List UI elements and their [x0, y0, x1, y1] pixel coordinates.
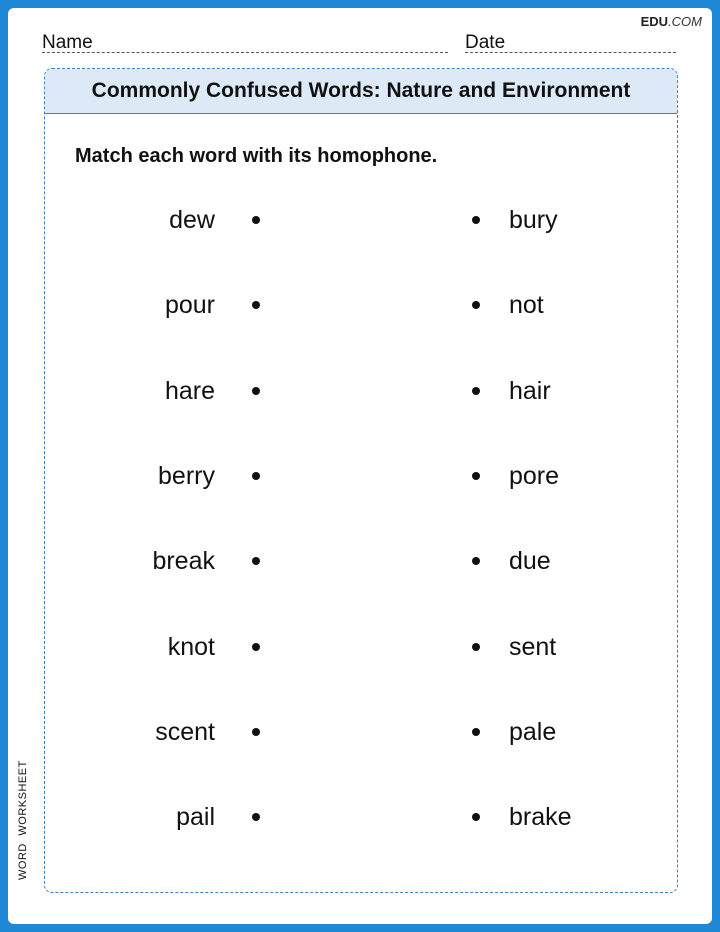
date-label: Date	[465, 32, 506, 53]
match-row	[45, 200, 677, 240]
worksheet-page	[8, 8, 712, 924]
name-label: Name	[42, 32, 93, 53]
left-word: hare	[164, 376, 215, 405]
left-word: knot	[167, 632, 215, 661]
right-dot[interactable]	[472, 216, 480, 224]
brand-logo	[641, 14, 702, 29]
right-word: pore	[509, 461, 560, 490]
right-word: sent	[509, 632, 557, 661]
brand-logo-rest: .COM	[668, 14, 702, 29]
right-word: pale	[509, 717, 557, 746]
right-word: due	[509, 547, 551, 576]
name-line	[42, 52, 448, 53]
right-word: not	[509, 291, 544, 320]
left-dot[interactable]	[252, 301, 260, 309]
match-row	[45, 627, 677, 667]
right-word: bury	[509, 206, 558, 234]
left-word: berry	[158, 461, 215, 490]
left-dot[interactable]	[252, 557, 260, 565]
left-dot[interactable]	[252, 813, 260, 821]
right-dot[interactable]	[472, 728, 480, 736]
right-word: brake	[509, 803, 572, 832]
match-row	[45, 541, 677, 581]
match-row	[45, 371, 677, 411]
right-dot[interactable]	[472, 643, 480, 651]
right-dot[interactable]	[472, 557, 480, 565]
left-word: scent	[155, 717, 215, 746]
date-line	[465, 52, 676, 53]
right-dot[interactable]	[472, 813, 480, 821]
match-row	[45, 285, 677, 325]
left-dot[interactable]	[252, 472, 260, 480]
match-row	[45, 456, 677, 496]
instruction-text: Match each word with its homophone.	[75, 145, 438, 167]
left-word: pail	[176, 803, 215, 832]
left-dot[interactable]	[252, 387, 260, 395]
right-dot[interactable]	[472, 472, 480, 480]
left-dot[interactable]	[252, 216, 260, 224]
side-label: WORD WORKSHEET	[17, 760, 29, 880]
left-word: dew	[169, 206, 215, 234]
left-word: break	[152, 547, 215, 576]
left-word: pour	[164, 291, 215, 320]
match-row	[45, 797, 677, 837]
match-row	[45, 712, 677, 752]
worksheet-panel	[44, 68, 678, 893]
brand-logo-bold: EDU	[640, 14, 669, 29]
left-dot[interactable]	[252, 728, 260, 736]
left-dot[interactable]	[252, 643, 260, 651]
worksheet-title: Commonly Confused Words: Nature and Environment	[45, 69, 677, 114]
right-word: hair	[509, 376, 551, 405]
right-dot[interactable]	[472, 387, 480, 395]
right-dot[interactable]	[472, 301, 480, 309]
